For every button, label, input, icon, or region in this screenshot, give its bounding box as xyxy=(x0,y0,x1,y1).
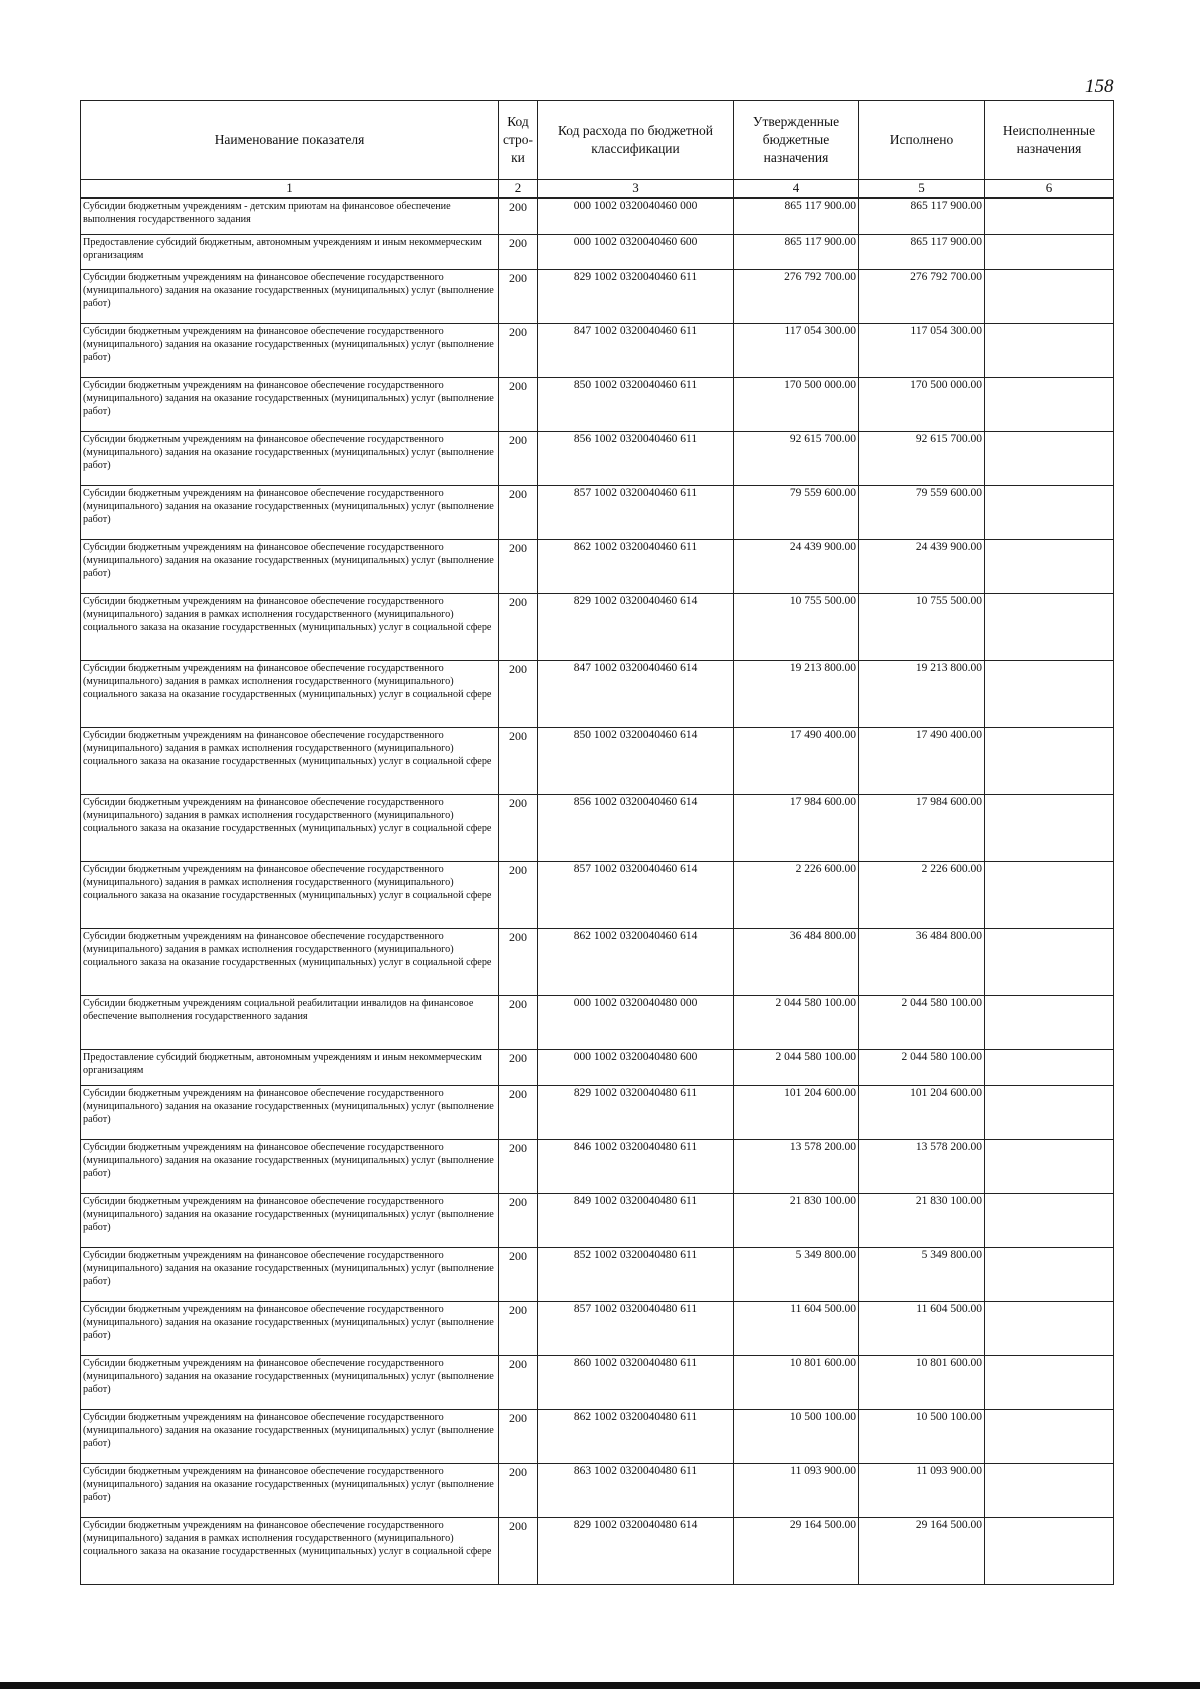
approved-amount-cell: 92 615 700.00 xyxy=(734,431,859,485)
budget-code-cell: 856 1002 0320040460 614 xyxy=(538,794,734,861)
table-row xyxy=(81,1409,1114,1463)
executed-amount-cell: 19 213 800.00 xyxy=(859,660,985,727)
budget-code-cell: 000 1002 0320040460 000 xyxy=(538,198,734,234)
executed-amount-cell: 21 830 100.00 xyxy=(859,1193,985,1247)
budget-code-cell: 829 1002 0320040460 614 xyxy=(538,593,734,660)
table-row xyxy=(81,1463,1114,1517)
executed-amount-cell: 865 117 900.00 xyxy=(859,234,985,269)
header-approved: Утвержденные бюджетные назначения xyxy=(734,101,859,180)
budget-code-cell: 829 1002 0320040480 611 xyxy=(538,1085,734,1139)
column-number: 2 xyxy=(499,180,538,199)
header-line-code: Код стро-ки xyxy=(499,101,538,180)
approved-amount-cell: 13 578 200.00 xyxy=(734,1139,859,1193)
approved-amount-cell: 21 830 100.00 xyxy=(734,1193,859,1247)
approved-amount-cell: 29 164 500.00 xyxy=(734,1517,859,1584)
line-code-cell: 200 xyxy=(499,1301,538,1355)
indicator-name-cell: Субсидии бюджетным учреждениям на финансовое обеспечение государственного (муниципального) задания на оказание государственных (муниципальных) услуг (выполнение работ) xyxy=(81,539,499,593)
unexecuted-amount-cell xyxy=(985,198,1114,234)
line-code-cell: 200 xyxy=(499,269,538,323)
approved-amount-cell: 117 054 300.00 xyxy=(734,323,859,377)
table-row xyxy=(81,539,1114,593)
budget-code-cell: 850 1002 0320040460 614 xyxy=(538,727,734,794)
budget-code-cell: 862 1002 0320040480 611 xyxy=(538,1409,734,1463)
table-row xyxy=(81,1247,1114,1301)
executed-amount-cell: 11 604 500.00 xyxy=(859,1301,985,1355)
approved-amount-cell: 79 559 600.00 xyxy=(734,485,859,539)
approved-amount-cell: 19 213 800.00 xyxy=(734,660,859,727)
unexecuted-amount-cell xyxy=(985,660,1114,727)
unexecuted-amount-cell xyxy=(985,1085,1114,1139)
unexecuted-amount-cell xyxy=(985,727,1114,794)
indicator-name-cell: Субсидии бюджетным учреждениям на финансовое обеспечение государственного (муниципального) задания в рамках исполнения государственного (муниципального) социального заказа на оказание государственных (муниципальных) услуг в социальной сфере xyxy=(81,727,499,794)
approved-amount-cell: 17 490 400.00 xyxy=(734,727,859,794)
budget-code-cell: 860 1002 0320040480 611 xyxy=(538,1355,734,1409)
approved-amount-cell: 101 204 600.00 xyxy=(734,1085,859,1139)
budget-code-cell: 857 1002 0320040460 611 xyxy=(538,485,734,539)
header-executed: Исполнено xyxy=(859,101,985,180)
table-row xyxy=(81,593,1114,660)
unexecuted-amount-cell xyxy=(985,1049,1114,1085)
unexecuted-amount-cell xyxy=(985,1247,1114,1301)
approved-amount-cell: 2 044 580 100.00 xyxy=(734,1049,859,1085)
unexecuted-amount-cell xyxy=(985,928,1114,995)
unexecuted-amount-cell xyxy=(985,269,1114,323)
indicator-name-cell: Субсидии бюджетным учреждениям на финансовое обеспечение государственного (муниципального) задания на оказание государственных (муниципальных) услуг (выполнение работ) xyxy=(81,1409,499,1463)
table-row xyxy=(81,1049,1114,1085)
approved-amount-cell: 2 226 600.00 xyxy=(734,861,859,928)
header-budget-code: Код расхода по бюджетной классификации xyxy=(538,101,734,180)
indicator-name-cell: Субсидии бюджетным учреждениям на финансовое обеспечение государственного (муниципального) задания на оказание государственных (муниципальных) услуг (выполнение работ) xyxy=(81,269,499,323)
line-code-cell: 200 xyxy=(499,1139,538,1193)
table-row xyxy=(81,234,1114,269)
executed-amount-cell: 101 204 600.00 xyxy=(859,1085,985,1139)
table-row xyxy=(81,198,1114,234)
indicator-name-cell: Предоставление субсидий бюджетным, автономным учреждениям и иным некоммерческим организациям xyxy=(81,1049,499,1085)
budget-execution-table xyxy=(80,100,1114,1585)
approved-amount-cell: 10 500 100.00 xyxy=(734,1409,859,1463)
line-code-cell: 200 xyxy=(499,377,538,431)
table-row xyxy=(81,1301,1114,1355)
table-row xyxy=(81,928,1114,995)
unexecuted-amount-cell xyxy=(985,861,1114,928)
executed-amount-cell: 865 117 900.00 xyxy=(859,198,985,234)
executed-amount-cell: 2 226 600.00 xyxy=(859,861,985,928)
budget-code-cell: 863 1002 0320040480 611 xyxy=(538,1463,734,1517)
line-code-cell: 200 xyxy=(499,1193,538,1247)
unexecuted-amount-cell xyxy=(985,1193,1114,1247)
line-code-cell: 200 xyxy=(499,1049,538,1085)
budget-code-cell: 000 1002 0320040480 000 xyxy=(538,995,734,1049)
executed-amount-cell: 117 054 300.00 xyxy=(859,323,985,377)
budget-code-cell: 846 1002 0320040480 611 xyxy=(538,1139,734,1193)
unexecuted-amount-cell xyxy=(985,377,1114,431)
header-unexecuted: Неисполненные назначения xyxy=(985,101,1114,180)
table-row xyxy=(81,269,1114,323)
budget-code-cell: 862 1002 0320040460 611 xyxy=(538,539,734,593)
unexecuted-amount-cell xyxy=(985,323,1114,377)
executed-amount-cell: 29 164 500.00 xyxy=(859,1517,985,1584)
executed-amount-cell: 170 500 000.00 xyxy=(859,377,985,431)
table-row xyxy=(81,1085,1114,1139)
line-code-cell: 200 xyxy=(499,1355,538,1409)
unexecuted-amount-cell xyxy=(985,1355,1114,1409)
budget-code-cell: 000 1002 0320040480 600 xyxy=(538,1049,734,1085)
approved-amount-cell: 5 349 800.00 xyxy=(734,1247,859,1301)
budget-code-cell: 849 1002 0320040480 611 xyxy=(538,1193,734,1247)
approved-amount-cell: 2 044 580 100.00 xyxy=(734,995,859,1049)
line-code-cell: 200 xyxy=(499,539,538,593)
unexecuted-amount-cell xyxy=(985,1463,1114,1517)
unexecuted-amount-cell xyxy=(985,1409,1114,1463)
executed-amount-cell: 10 500 100.00 xyxy=(859,1409,985,1463)
unexecuted-amount-cell xyxy=(985,1517,1114,1584)
indicator-name-cell: Субсидии бюджетным учреждениям на финансовое обеспечение государственного (муниципального) задания на оказание государственных (муниципальных) услуг (выполнение работ) xyxy=(81,1085,499,1139)
unexecuted-amount-cell xyxy=(985,431,1114,485)
table-row xyxy=(81,794,1114,861)
budget-code-cell: 829 1002 0320040480 614 xyxy=(538,1517,734,1584)
unexecuted-amount-cell xyxy=(985,234,1114,269)
indicator-name-cell: Субсидии бюджетным учреждениям на финансовое обеспечение государственного (муниципального) задания на оказание государственных (муниципальных) услуг (выполнение работ) xyxy=(81,1355,499,1409)
indicator-name-cell: Субсидии бюджетным учреждениям на финансовое обеспечение государственного (муниципального) задания в рамках исполнения государственного (муниципального) социального заказа на оказание государственных (муниципальных) услуг в социальной сфере xyxy=(81,861,499,928)
indicator-name-cell: Субсидии бюджетным учреждениям на финансовое обеспечение государственного (муниципального) задания в рамках исполнения государственного (муниципального) социального заказа на оказание государственных (муниципальных) услуг в социальной сфере xyxy=(81,660,499,727)
executed-amount-cell: 10 755 500.00 xyxy=(859,593,985,660)
approved-amount-cell: 17 984 600.00 xyxy=(734,794,859,861)
executed-amount-cell: 2 044 580 100.00 xyxy=(859,1049,985,1085)
executed-amount-cell: 2 044 580 100.00 xyxy=(859,995,985,1049)
table-row xyxy=(81,323,1114,377)
unexecuted-amount-cell xyxy=(985,539,1114,593)
table-row xyxy=(81,485,1114,539)
executed-amount-cell: 10 801 600.00 xyxy=(859,1355,985,1409)
approved-amount-cell: 276 792 700.00 xyxy=(734,269,859,323)
budget-code-cell: 852 1002 0320040480 611 xyxy=(538,1247,734,1301)
line-code-cell: 200 xyxy=(499,485,538,539)
approved-amount-cell: 10 755 500.00 xyxy=(734,593,859,660)
line-code-cell: 200 xyxy=(499,1517,538,1584)
executed-amount-cell: 24 439 900.00 xyxy=(859,539,985,593)
line-code-cell: 200 xyxy=(499,234,538,269)
table-row xyxy=(81,727,1114,794)
indicator-name-cell: Субсидии бюджетным учреждениям - детским приютам на финансовое обеспечение выполнения государственного задания xyxy=(81,198,499,234)
column-number: 3 xyxy=(538,180,734,199)
budget-code-cell: 000 1002 0320040460 600 xyxy=(538,234,734,269)
indicator-name-cell: Субсидии бюджетным учреждениям на финансовое обеспечение государственного (муниципального) задания в рамках исполнения государственного (муниципального) социального заказа на оказание государственных (муниципальных) услуг в социальной сфере xyxy=(81,794,499,861)
table-row xyxy=(81,1193,1114,1247)
line-code-cell: 200 xyxy=(499,1247,538,1301)
budget-code-cell: 847 1002 0320040460 614 xyxy=(538,660,734,727)
line-code-cell: 200 xyxy=(499,660,538,727)
indicator-name-cell: Субсидии бюджетным учреждениям на финансовое обеспечение государственного (муниципального) задания в рамках исполнения государственного (муниципального) социального заказа на оказание государственных (муниципальных) услуг в социальной сфере xyxy=(81,928,499,995)
unexecuted-amount-cell xyxy=(985,1139,1114,1193)
line-code-cell: 200 xyxy=(499,995,538,1049)
line-code-cell: 200 xyxy=(499,861,538,928)
column-number: 4 xyxy=(734,180,859,199)
table-header-row xyxy=(81,101,1114,180)
executed-amount-cell: 92 615 700.00 xyxy=(859,431,985,485)
approved-amount-cell: 865 117 900.00 xyxy=(734,198,859,234)
indicator-name-cell: Субсидии бюджетным учреждениям на финансовое обеспечение государственного (муниципального) задания на оказание государственных (муниципальных) услуг (выполнение работ) xyxy=(81,1247,499,1301)
table-row xyxy=(81,431,1114,485)
line-code-cell: 200 xyxy=(499,928,538,995)
line-code-cell: 200 xyxy=(499,1409,538,1463)
table-row xyxy=(81,861,1114,928)
approved-amount-cell: 36 484 800.00 xyxy=(734,928,859,995)
executed-amount-cell: 17 490 400.00 xyxy=(859,727,985,794)
table-row xyxy=(81,1355,1114,1409)
page-number: 158 xyxy=(1085,76,1114,97)
approved-amount-cell: 24 439 900.00 xyxy=(734,539,859,593)
budget-code-cell: 829 1002 0320040460 611 xyxy=(538,269,734,323)
approved-amount-cell: 11 604 500.00 xyxy=(734,1301,859,1355)
column-number: 6 xyxy=(985,180,1114,199)
line-code-cell: 200 xyxy=(499,794,538,861)
indicator-name-cell: Субсидии бюджетным учреждениям на финансовое обеспечение государственного (муниципального) задания на оказание государственных (муниципальных) услуг (выполнение работ) xyxy=(81,1301,499,1355)
indicator-name-cell: Субсидии бюджетным учреждениям на финансовое обеспечение государственного (муниципального) задания на оказание государственных (муниципальных) услуг (выполнение работ) xyxy=(81,323,499,377)
column-number-row xyxy=(81,180,1114,199)
approved-amount-cell: 865 117 900.00 xyxy=(734,234,859,269)
unexecuted-amount-cell xyxy=(985,593,1114,660)
line-code-cell: 200 xyxy=(499,431,538,485)
scan-bottom-edge xyxy=(0,1682,1200,1689)
indicator-name-cell: Предоставление субсидий бюджетным, автономным учреждениям и иным некоммерческим организациям xyxy=(81,234,499,269)
executed-amount-cell: 5 349 800.00 xyxy=(859,1247,985,1301)
unexecuted-amount-cell xyxy=(985,995,1114,1049)
line-code-cell: 200 xyxy=(499,323,538,377)
executed-amount-cell: 17 984 600.00 xyxy=(859,794,985,861)
line-code-cell: 200 xyxy=(499,198,538,234)
indicator-name-cell: Субсидии бюджетным учреждениям на финансовое обеспечение государственного (муниципального) задания в рамках исполнения государственного (муниципального) социального заказа на оказание государственных (муниципальных) услуг в социальной сфере xyxy=(81,1517,499,1584)
budget-code-cell: 857 1002 0320040480 611 xyxy=(538,1301,734,1355)
unexecuted-amount-cell xyxy=(985,485,1114,539)
executed-amount-cell: 276 792 700.00 xyxy=(859,269,985,323)
indicator-name-cell: Субсидии бюджетным учреждениям на финансовое обеспечение государственного (муниципального) задания на оказание государственных (муниципальных) услуг (выполнение работ) xyxy=(81,1463,499,1517)
indicator-name-cell: Субсидии бюджетным учреждениям на финансовое обеспечение государственного (муниципального) задания на оказание государственных (муниципальных) услуг (выполнение работ) xyxy=(81,377,499,431)
budget-code-cell: 857 1002 0320040460 614 xyxy=(538,861,734,928)
indicator-name-cell: Субсидии бюджетным учреждениям на финансовое обеспечение государственного (муниципального) задания на оказание государственных (муниципальных) услуг (выполнение работ) xyxy=(81,1193,499,1247)
executed-amount-cell: 11 093 900.00 xyxy=(859,1463,985,1517)
column-number: 5 xyxy=(859,180,985,199)
budget-code-cell: 847 1002 0320040460 611 xyxy=(538,323,734,377)
table-row xyxy=(81,995,1114,1049)
line-code-cell: 200 xyxy=(499,593,538,660)
table-row xyxy=(81,1517,1114,1584)
line-code-cell: 200 xyxy=(499,727,538,794)
header-indicator-name: Наименование показателя xyxy=(81,101,499,180)
executed-amount-cell: 79 559 600.00 xyxy=(859,485,985,539)
line-code-cell: 200 xyxy=(499,1085,538,1139)
approved-amount-cell: 170 500 000.00 xyxy=(734,377,859,431)
budget-code-cell: 850 1002 0320040460 611 xyxy=(538,377,734,431)
indicator-name-cell: Субсидии бюджетным учреждениям на финансовое обеспечение государственного (муниципального) задания на оказание государственных (муниципальных) услуг (выполнение работ) xyxy=(81,1139,499,1193)
indicator-name-cell: Субсидии бюджетным учреждениям на финансовое обеспечение государственного (муниципального) задания на оказание государственных (муниципальных) услуг (выполнение работ) xyxy=(81,485,499,539)
approved-amount-cell: 11 093 900.00 xyxy=(734,1463,859,1517)
indicator-name-cell: Субсидии бюджетным учреждениям на финансовое обеспечение государственного (муниципального) задания в рамках исполнения государственного (муниципального) социального заказа на оказание государственных (муниципальных) услуг в социальной сфере xyxy=(81,593,499,660)
unexecuted-amount-cell xyxy=(985,1301,1114,1355)
executed-amount-cell: 13 578 200.00 xyxy=(859,1139,985,1193)
indicator-name-cell: Субсидии бюджетным учреждениям социальной реабилитации инвалидов на финансовое обеспечение выполнения государственного задания xyxy=(81,995,499,1049)
unexecuted-amount-cell xyxy=(985,794,1114,861)
budget-code-cell: 856 1002 0320040460 611 xyxy=(538,431,734,485)
table-row xyxy=(81,377,1114,431)
budget-code-cell: 862 1002 0320040460 614 xyxy=(538,928,734,995)
table-row xyxy=(81,1139,1114,1193)
executed-amount-cell: 36 484 800.00 xyxy=(859,928,985,995)
table-body xyxy=(81,198,1114,1584)
column-number: 1 xyxy=(81,180,499,199)
line-code-cell: 200 xyxy=(499,1463,538,1517)
indicator-name-cell: Субсидии бюджетным учреждениям на финансовое обеспечение государственного (муниципального) задания на оказание государственных (муниципальных) услуг (выполнение работ) xyxy=(81,431,499,485)
table-row xyxy=(81,660,1114,727)
approved-amount-cell: 10 801 600.00 xyxy=(734,1355,859,1409)
